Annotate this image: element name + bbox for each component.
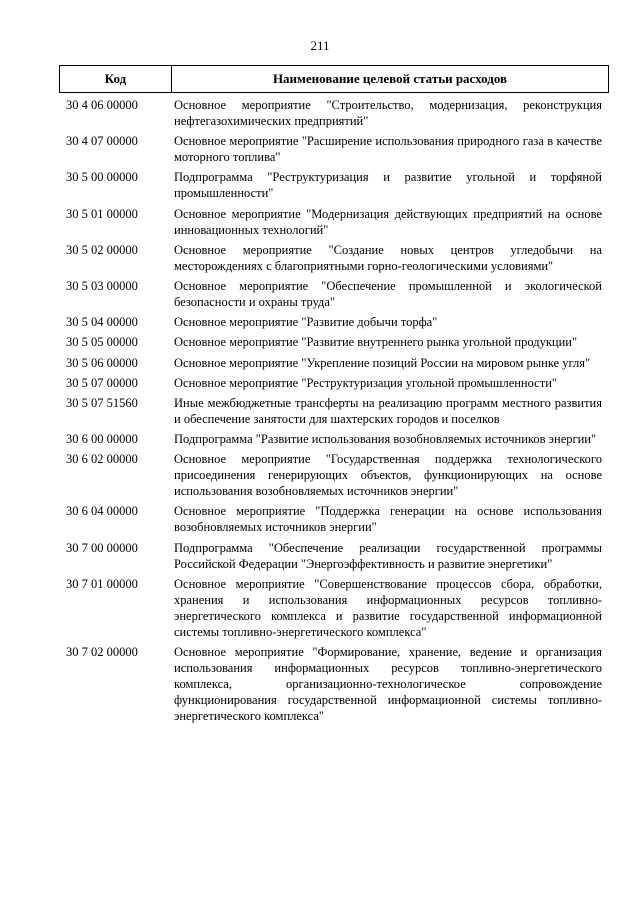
table-row xyxy=(66,169,606,201)
row-code: 30 6 02 00000 xyxy=(66,452,138,467)
row-name: Основное мероприятие "Совершенствование процессов сбора, обработки, хранения и использования информационных ресурсов топливно-энергетического комплекса и развитие государственной информационной системы топливно-энергетического комплекса" xyxy=(174,576,602,639)
row-name: Подпрограмма "Обеспечение реализации государственной программы Российской Федерации "Энергоэффективность и развитие энергетики" xyxy=(174,540,602,571)
row-name: Основное мероприятие "Модернизация действующих предприятий на основе инновационных технологий" xyxy=(174,206,602,237)
table-row xyxy=(66,451,606,499)
table-row xyxy=(66,644,606,724)
row-name: Подпрограмма "Реструктуризация и развитие угольной и торфяной промышленности" xyxy=(174,170,602,201)
table-row xyxy=(66,133,606,165)
row-name: Основное мероприятие "Расширение использования природного газа в качестве моторного топлива" xyxy=(174,134,602,165)
row-code: 30 5 00 00000 xyxy=(66,170,138,185)
header-name: Наименование целевой статьи расходов xyxy=(272,71,508,86)
table-row xyxy=(66,375,606,391)
table-header xyxy=(59,65,609,93)
row-code: 30 6 04 00000 xyxy=(66,504,138,519)
table-body xyxy=(66,97,606,728)
row-code: 30 5 03 00000 xyxy=(66,278,138,293)
table-row xyxy=(66,97,606,129)
row-name: Иные межбюджетные трансферты на реализацию программ местного развития и обеспечение занятости для шахтерских городов и поселков xyxy=(174,395,602,426)
table-row xyxy=(66,355,606,371)
table-row xyxy=(66,431,606,447)
header-code: Код xyxy=(60,66,172,92)
row-code: 30 4 07 00000 xyxy=(66,134,138,149)
row-name: Основное мероприятие "Создание новых центров угледобычи на месторождениях с благоприятными горно-геологическими условиями" xyxy=(174,242,602,273)
row-code: 30 7 01 00000 xyxy=(66,576,138,591)
row-name: Основное мероприятие "Развитие внутреннего рынка угольной продукции" xyxy=(174,335,578,350)
row-code: 30 6 00 00000 xyxy=(66,432,138,447)
table-row xyxy=(66,576,606,640)
table-row xyxy=(66,242,606,274)
row-code: 30 4 06 00000 xyxy=(66,98,138,112)
table-row xyxy=(66,395,606,427)
table-row xyxy=(66,314,606,330)
row-name: Основное мероприятие "Строительство, модернизация, реконструкция нефтегазохимических предприятий" xyxy=(174,98,602,128)
row-code: 30 5 07 00000 xyxy=(66,375,138,390)
table-row xyxy=(66,540,606,572)
row-name: Основное мероприятие "Развитие добычи торфа" xyxy=(174,315,438,330)
table-row xyxy=(66,503,606,535)
row-code: 30 7 02 00000 xyxy=(66,645,138,659)
table-row xyxy=(66,334,606,350)
row-code: 30 5 01 00000 xyxy=(66,206,138,221)
row-name: Основное мероприятие "Укрепление позиций России на мировом рынке угля" xyxy=(174,355,591,370)
row-name: Основное мероприятие "Формирование, хранение, ведение и организация использования информационных ресурсов топливно-энергетического комплекса, организационно-технологическое сопровождение функционирования государственной информационной системы топливно-энергетического комплекса" xyxy=(174,645,602,723)
row-code: 30 5 02 00000 xyxy=(66,242,138,257)
row-code: 30 5 07 51560 xyxy=(66,395,138,410)
row-code: 30 5 06 00000 xyxy=(66,355,138,370)
row-name: Основное мероприятие "Поддержка генерации на основе использования возобновляемых источников энергии" xyxy=(174,504,602,535)
row-code: 30 5 04 00000 xyxy=(66,315,138,330)
table-row xyxy=(66,206,606,238)
page-number: 211 xyxy=(310,38,330,53)
row-name: Подпрограмма "Развитие использования возобновляемых источников энергии" xyxy=(174,432,597,447)
row-code: 30 5 05 00000 xyxy=(66,335,138,350)
row-name: Основное мероприятие "Реструктуризация угольной промышленности" xyxy=(174,375,557,390)
table-row xyxy=(66,278,606,310)
row-name: Основное мероприятие "Государственная поддержка технологического присоединения генерирующих объектов, функционирующих на основе использования возобновляемых источников энергии" xyxy=(174,452,602,499)
row-code: 30 7 00 00000 xyxy=(66,540,138,555)
row-name: Основное мероприятие "Обеспечение промышленной и экологической безопасности и охраны труда" xyxy=(174,278,602,309)
